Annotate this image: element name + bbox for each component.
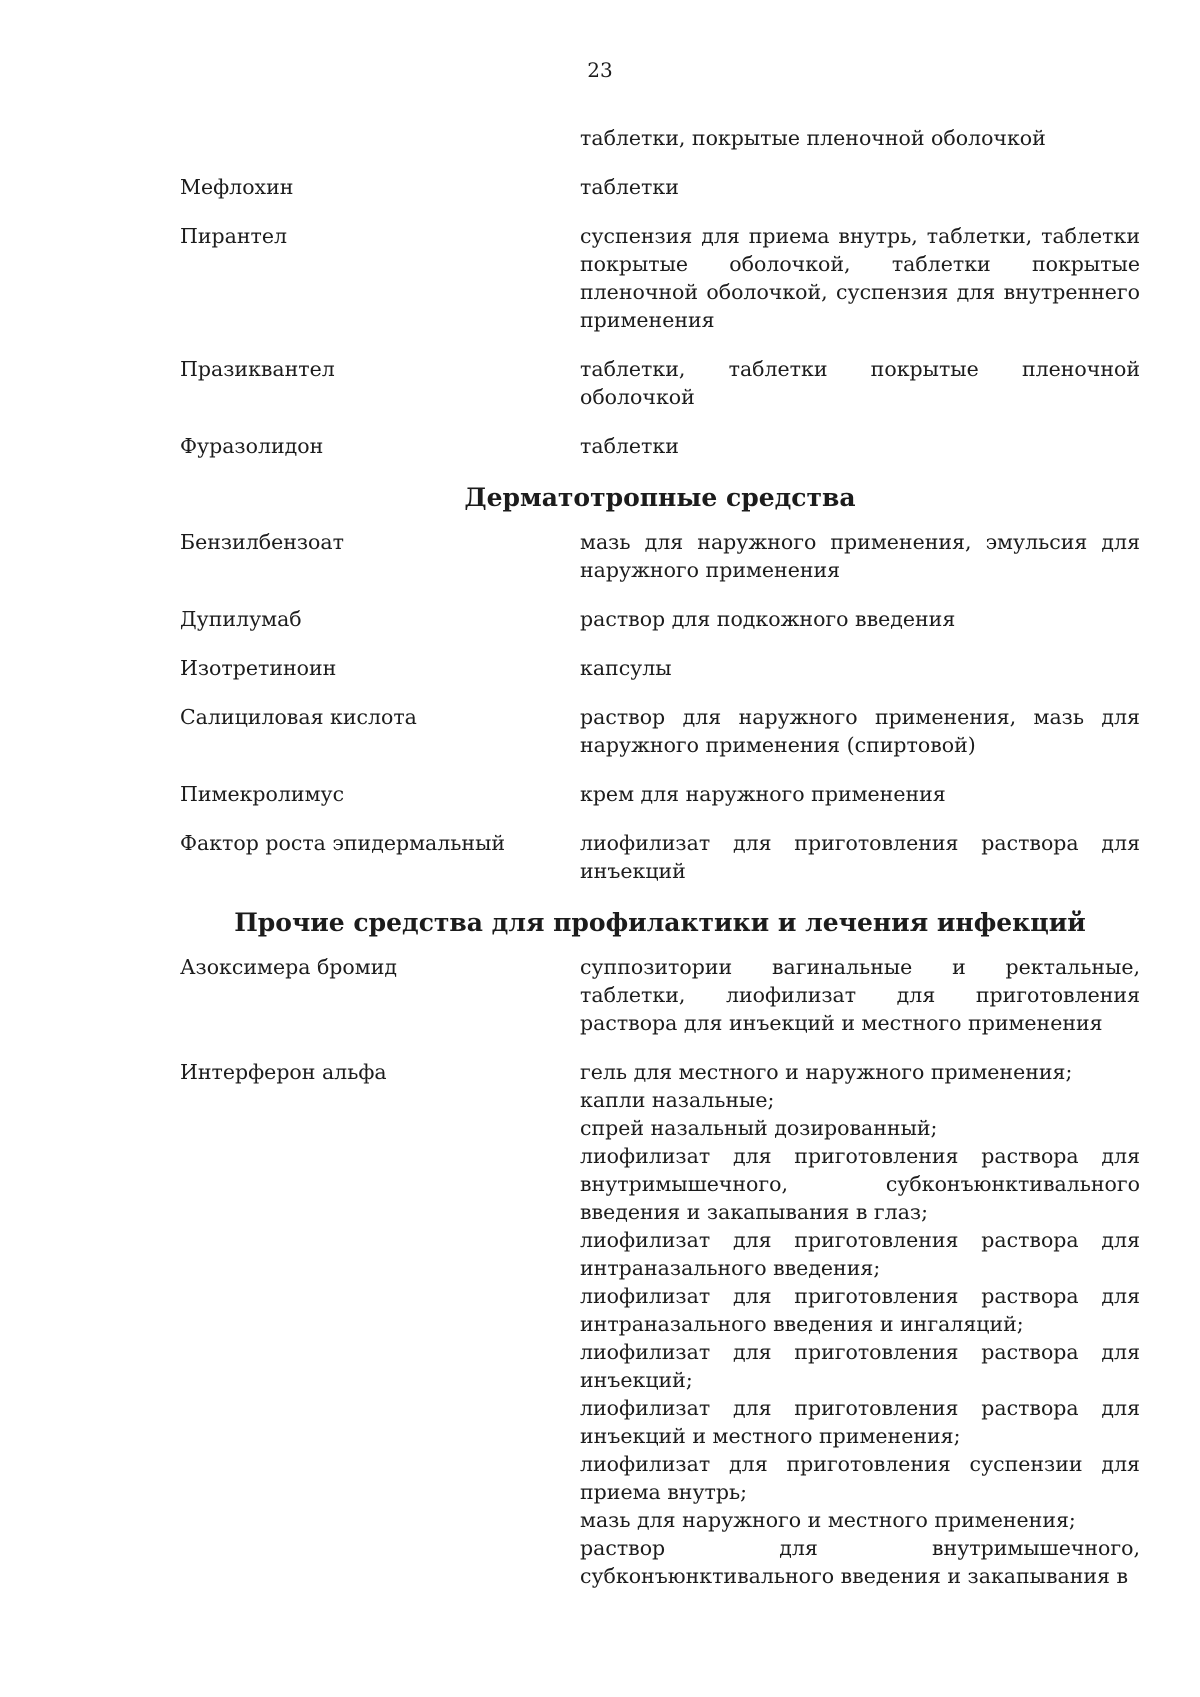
drug-name: Мефлохин (180, 175, 294, 199)
drug-name: Салициловая кислота (180, 705, 417, 729)
dosage-form-item: лиофилизат для приготовления раствора для интраназального введения; (580, 1228, 1140, 1280)
drug-name: Интерферон альфа (180, 1060, 387, 1084)
dosage-form: суспензия для приема внутрь, таблетки, таблетки покрытые оболочкой, таблетки покрытые пленочной оболочкой, суспензия для внутреннего применения (580, 224, 1140, 332)
dosage-form: раствор для наружного применения, мазь для наружного применения (спиртовой) (580, 705, 1140, 757)
dosage-form-item: раствор для внутримышечного, субконъюнктивального введения и закапывания в (580, 1536, 1140, 1588)
dosage-form: крем для наружного применения (580, 782, 946, 806)
dosage-form: таблетки (580, 434, 679, 458)
drug-name: Азоксимера бромид (180, 955, 397, 979)
table-row (180, 953, 1140, 1037)
table-row-continuation (180, 124, 1140, 152)
dosage-form-item: лиофилизат для приготовления раствора для инъекций; (580, 1340, 1140, 1392)
dosage-form: суппозитории вагинальные и ректальные, таблетки, лиофилизат для приготовления раствора для инъекций и местного применения (580, 955, 1140, 1035)
table-row (180, 654, 1140, 682)
drug-name-empty (180, 124, 580, 152)
table-row-interferon (180, 1058, 1140, 1590)
table-row (180, 780, 1140, 808)
table-row (180, 703, 1140, 759)
dosage-form: мазь для наружного применения, эмульсия для наружного применения (580, 530, 1140, 582)
drug-name: Пирантел (180, 224, 288, 248)
drug-name: Дупилумаб (180, 607, 302, 631)
drug-name: Фуразолидон (180, 434, 324, 458)
page-number: 23 (587, 58, 613, 82)
dosage-form: таблетки, таблетки покрытые пленочной оболочкой (580, 357, 1140, 409)
dosage-form: таблетки (580, 175, 679, 199)
drug-name: Бензилбензоат (180, 530, 344, 554)
table-row (180, 173, 1140, 201)
drug-name: Фактор роста эпидермальный (180, 831, 506, 855)
dosage-form: капсулы (580, 656, 672, 680)
section-heading-other-infection: Прочие средства для профилактики и лечения инфекций (234, 908, 1086, 937)
table-row (180, 355, 1140, 411)
table-row (180, 432, 1140, 460)
dosage-form: таблетки, покрытые пленочной оболочкой (580, 126, 1046, 150)
table-row (180, 605, 1140, 633)
drug-table (180, 124, 1140, 1611)
dosage-form: лиофилизат для приготовления раствора для инъекций (580, 831, 1140, 883)
dosage-form-item: мазь для наружного и местного применения; (580, 1508, 1076, 1532)
drug-name: Пимекролимус (180, 782, 345, 806)
dosage-form: раствор для подкожного введения (580, 607, 956, 631)
drug-name: Празиквантел (180, 357, 335, 381)
dosage-form-item: лиофилизат для приготовления раствора для внутримышечного, субконъюнктивального введения и закапывания в глаз; (580, 1144, 1140, 1224)
dosage-form-item: спрей назальный дозированный; (580, 1116, 938, 1140)
dosage-form-list (580, 1058, 1140, 1590)
table-row (180, 222, 1140, 334)
dosage-form-item: капли назальные; (580, 1088, 775, 1112)
dosage-form-item: лиофилизат для приготовления суспензии для приема внутрь; (580, 1452, 1140, 1504)
section-heading-dermatotropic: Дерматотропные средства (464, 483, 856, 512)
table-row (180, 829, 1140, 885)
table-row (180, 528, 1140, 584)
dosage-form-item: лиофилизат для приготовления раствора для интраназального введения и ингаляций; (580, 1284, 1140, 1336)
dosage-form-item: лиофилизат для приготовления раствора для инъекций и местного применения; (580, 1396, 1140, 1448)
drug-name: Изотретиноин (180, 656, 337, 680)
dosage-form-item: гель для местного и наружного применения; (580, 1060, 1073, 1084)
